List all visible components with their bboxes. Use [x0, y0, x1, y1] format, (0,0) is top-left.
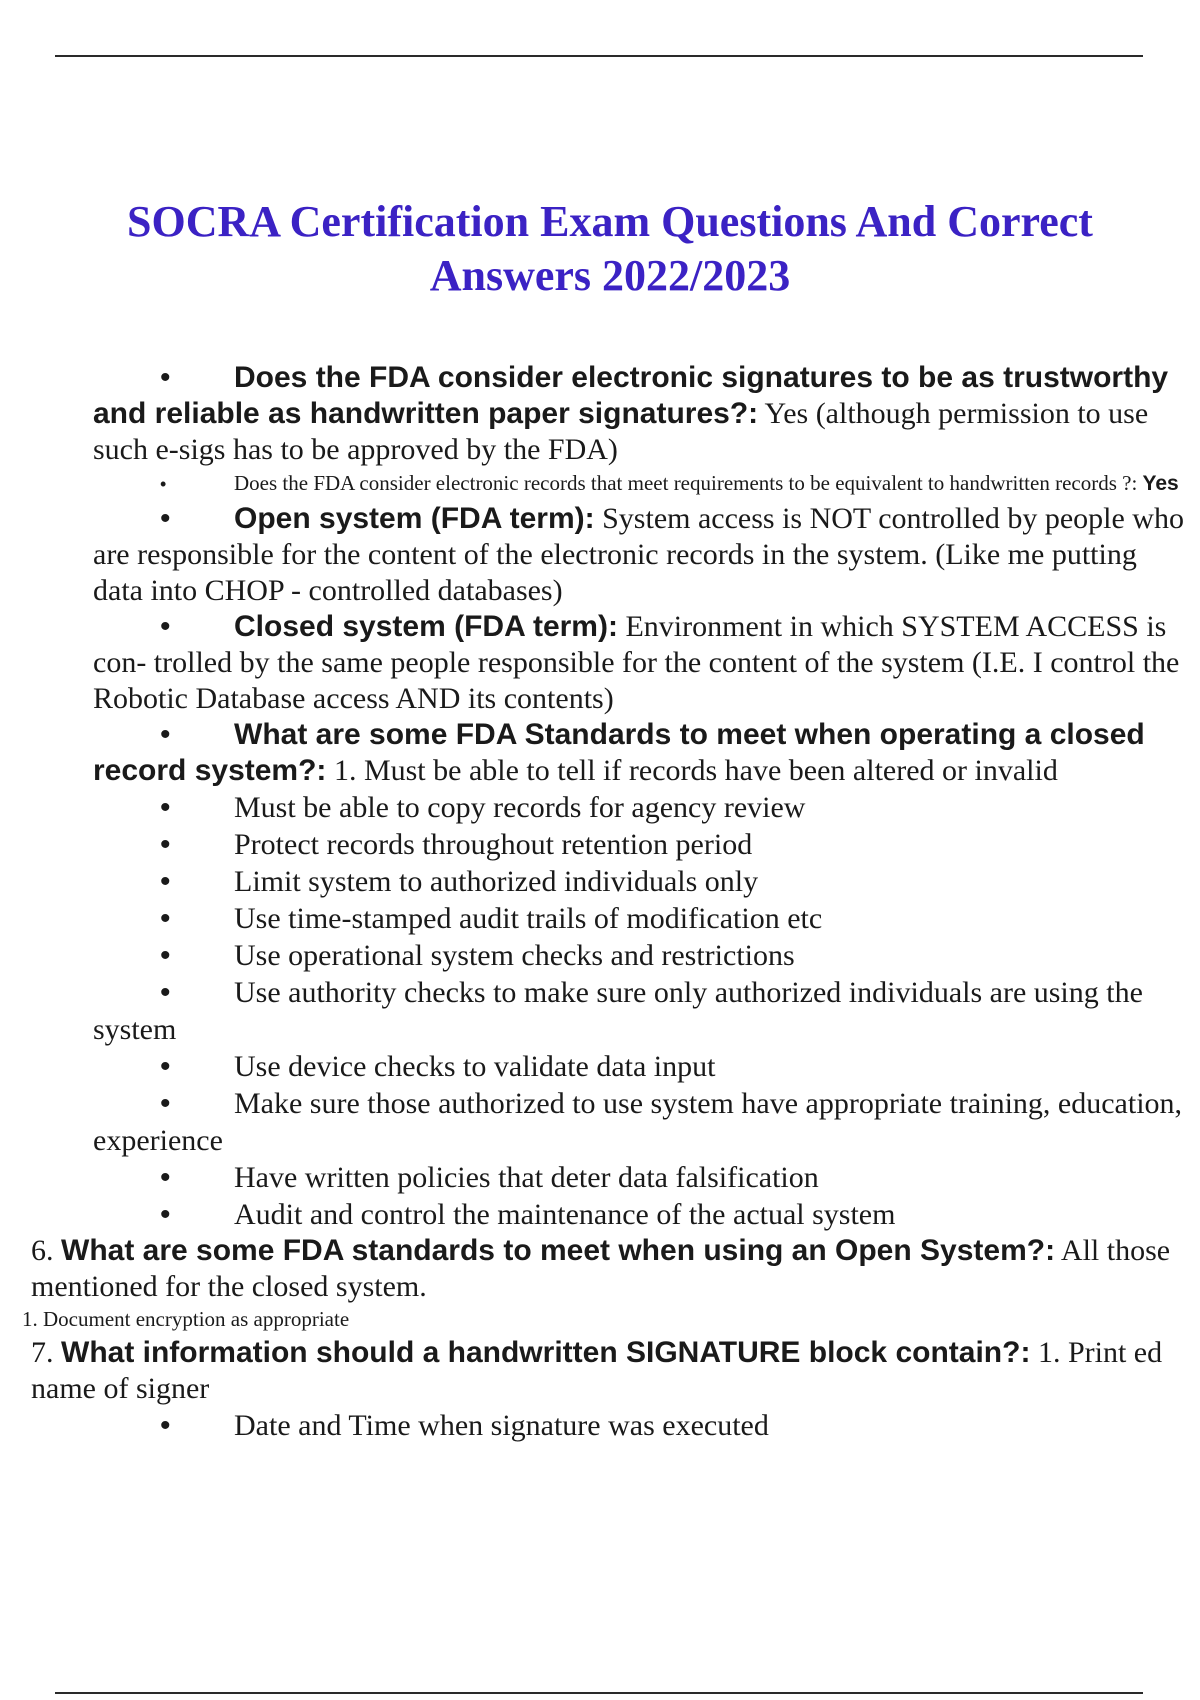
list-item-text: Use authority checks to make sure only authorized individuals are using the system — [93, 976, 1143, 1046]
list-item — [93, 826, 1193, 863]
answer-text: All those mentioned for the closed system. — [31, 1234, 1171, 1303]
bullet-glyph: • — [160, 474, 167, 494]
top-rule — [55, 55, 1143, 57]
answer-text: Yes (although permission to use such e-sigs has to be approved by the FDA) — [93, 397, 1149, 466]
bullet-glyph: • — [160, 1409, 171, 1442]
bullet-glyph: • — [160, 1161, 171, 1194]
list-item-text: Have written policies that deter data falsification — [234, 1161, 819, 1194]
list-item — [93, 900, 1193, 937]
list-item — [93, 1196, 1193, 1233]
list-item — [93, 863, 1193, 900]
bullet-glyph: • — [160, 939, 171, 972]
question-number: 7. — [31, 1336, 61, 1369]
list-item — [93, 1085, 1193, 1159]
qa-entry — [93, 609, 1193, 717]
qa-entry — [93, 501, 1193, 609]
list-item — [93, 974, 1193, 1048]
answer-text: System access is NOT controlled by people who are responsible for the content of the electronic records in the system. (Like me putting data into CHOP - controlled databases) — [93, 502, 1184, 607]
question-text: What information should a handwritten SIGNATURE block contain?: — [61, 1336, 1031, 1369]
title-line-1: SOCRA Certification Exam Questions And Correct — [127, 197, 1093, 246]
question-text: What are some FDA standards to meet when using an Open System?: — [61, 1234, 1056, 1267]
answer-text: 1. Must be able to tell if records have been altered or invalid — [326, 754, 1058, 787]
list-item-text: Must be able to copy records for agency review — [234, 791, 806, 824]
bullet-glyph: • — [160, 976, 171, 1009]
bullet-glyph: • — [160, 865, 171, 898]
document-title — [40, 195, 1180, 303]
list-item — [93, 937, 1193, 974]
list-item — [93, 789, 1193, 826]
question-text: Closed system (FDA term): — [234, 610, 618, 643]
list-item-text: Audit and control the maintenance of the actual system — [234, 1198, 896, 1231]
answer-text: 1. Print ed name of signer — [31, 1336, 1163, 1405]
bullet-glyph: • — [160, 1198, 171, 1231]
list-item-text: Use device checks to validate data input — [234, 1050, 716, 1083]
list-item-text: Protect records throughout retention period — [234, 828, 753, 861]
question-number: 6. — [31, 1234, 61, 1267]
qa-entry-7 — [31, 1335, 1193, 1407]
list-item-text: Use time-stamped audit trails of modification etc — [234, 902, 823, 935]
bullet-glyph: • — [160, 791, 171, 824]
bullet-glyph: • — [160, 828, 171, 861]
list-item — [93, 1048, 1193, 1085]
title-line-2: Answers 2022/2023 — [429, 251, 791, 300]
qa-entry — [93, 470, 1193, 498]
list-item — [93, 1159, 1193, 1196]
list-item-text: Limit system to authorized individuals only — [234, 865, 759, 898]
question-text: Does the FDA consider electronic records that meet requirements to be equivalent to handwritten records ?: — [234, 471, 1143, 495]
bullet-glyph: • — [160, 718, 171, 751]
qa-entry-6 — [31, 1233, 1193, 1305]
bullet-glyph: • — [160, 1050, 171, 1083]
list-item-text: Date and Time when signature was executed — [234, 1409, 769, 1442]
bullet-glyph: • — [160, 610, 171, 643]
bullet-glyph: • — [160, 361, 171, 394]
answer-text: Environment in which SYSTEM ACCESS is con- trolled by the same people responsible for the content of the system (I.E. I control the Robotic Database access AND its contents) — [93, 610, 1180, 715]
list-item — [93, 1407, 1193, 1444]
answer-text: Yes — [1142, 472, 1179, 495]
question-text: What are some FDA Standards to meet when operating a closed record system?: — [93, 718, 1145, 787]
bottom-rule — [55, 1692, 1143, 1694]
list-item-text: Use operational system checks and restrictions — [234, 939, 795, 972]
bullet-glyph: • — [160, 1087, 171, 1120]
bullet-glyph: • — [160, 902, 171, 935]
question-text: Open system (FDA term): — [234, 502, 595, 535]
qa-entry — [93, 360, 1193, 468]
document-body — [22, 360, 1193, 1444]
list-item-text: Make sure those authorized to use system have appropriate training, education, experience — [93, 1087, 1183, 1157]
q6-note: 1. Document encryption as appropriate — [22, 1307, 350, 1331]
bullet-glyph: • — [160, 502, 171, 535]
qa-entry — [93, 717, 1193, 789]
question-text: Does the FDA consider electronic signatures to be as trustworthy and reliable as handwritten paper signatures?: — [93, 361, 1169, 430]
